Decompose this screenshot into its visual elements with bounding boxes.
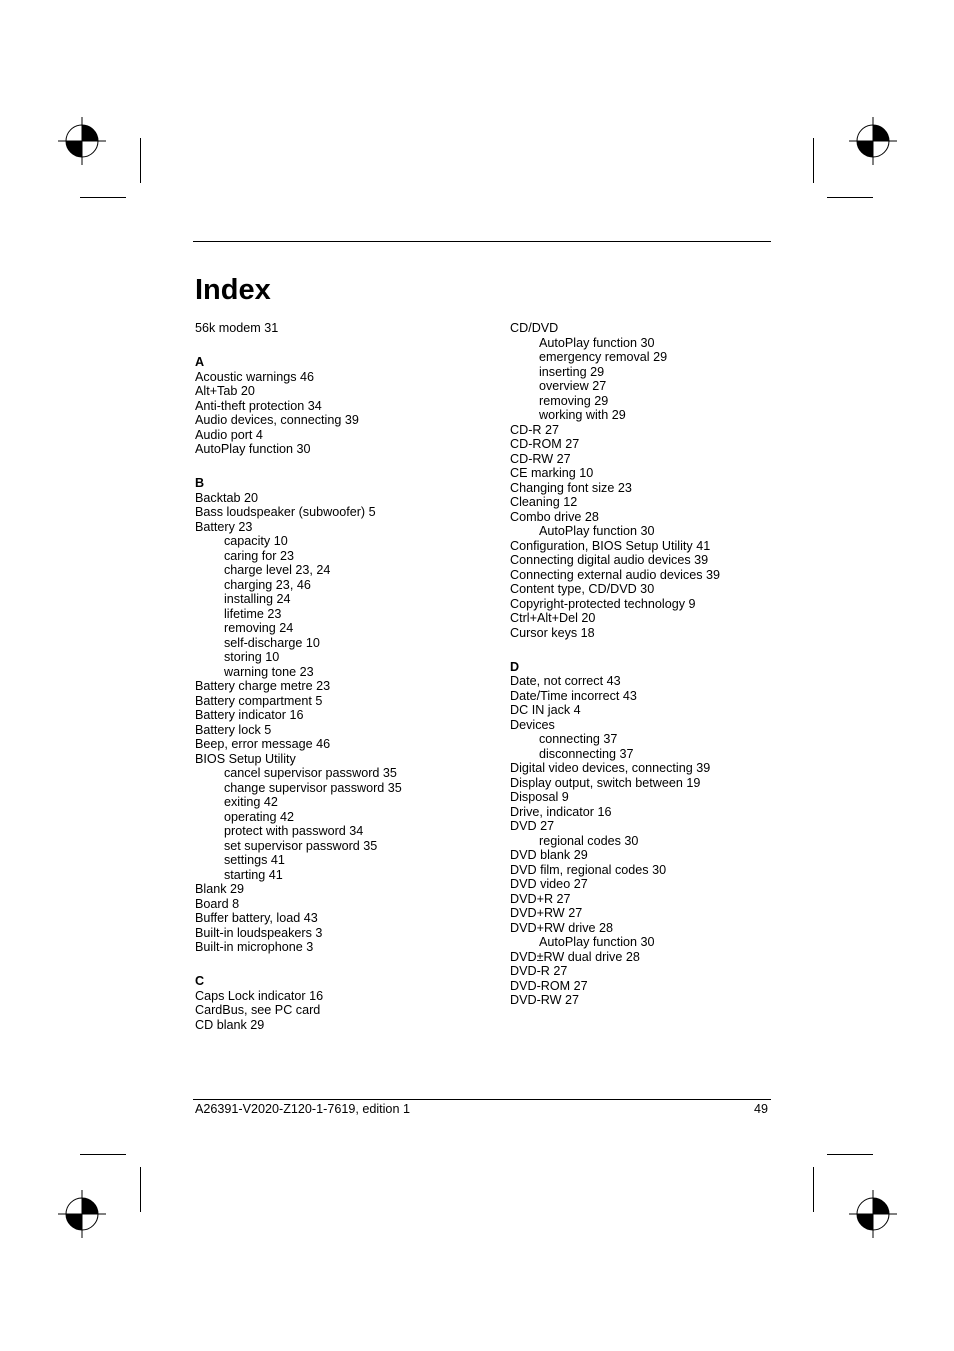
index-subentry: AutoPlay function 30 [539, 335, 655, 350]
index-entry: Connecting digital audio devices 39 [510, 553, 709, 567]
index-entry: Battery lock 5 [195, 722, 272, 737]
index-letter-heading: C [195, 974, 205, 988]
index-entry: Combo drive 28 [510, 509, 599, 524]
index-entry: Battery charge metre 23 [195, 679, 331, 693]
index-entry: CE marking 10 [510, 466, 594, 480]
index-entry: DVD film, regional codes 30 [510, 862, 667, 877]
registration-mark-icon [58, 1190, 106, 1238]
index-subentry: disconnecting 37 [539, 746, 634, 761]
index-entry: Board 8 [195, 896, 240, 911]
index-subentry: lifetime 23 [224, 606, 282, 621]
index-subentry: storing 10 [224, 650, 280, 664]
index-entry: CD-ROM 27 [510, 437, 580, 451]
index-subentry: warning tone 23 [224, 664, 314, 679]
index-entry: Copyright-protected technology 9 [510, 596, 696, 611]
index-subentry: regional codes 30 [539, 833, 639, 848]
index-entry: Digital video devices, connecting 39 [510, 761, 711, 775]
index-subentry: inserting 29 [539, 364, 605, 379]
crop-mark-line [80, 197, 126, 198]
index-subentry: exiting 42 [224, 795, 278, 809]
index-entry: Content type, CD/DVD 30 [510, 582, 655, 596]
index-entry: DVD±RW dual drive 28 [510, 949, 640, 964]
index-column-left [195, 321, 495, 1032]
index-subentry: starting 41 [224, 867, 283, 882]
index-entry: Caps Lock indicator 16 [195, 988, 324, 1003]
index-letter-heading: D [510, 659, 520, 674]
index-subentry: working with 29 [539, 408, 626, 422]
index-subentry: connecting 37 [539, 732, 618, 746]
index-entry: DVD-ROM 27 [510, 978, 588, 993]
index-entry: Audio devices, connecting 39 [195, 413, 359, 427]
index-letter-heading: A [195, 355, 205, 369]
footer-doc-id: A26391-V2020-Z120-1-7619, edition 1 [195, 1102, 410, 1116]
index-subentry: caring for 23 [224, 548, 295, 563]
index-entry: Backtab 20 [195, 490, 259, 505]
index-subentry: protect with password 34 [224, 824, 364, 838]
index-entry: Changing font size 23 [510, 480, 632, 495]
index-subentry: cancel supervisor password 35 [224, 766, 397, 780]
index-column-right [510, 321, 770, 1008]
index-entry: DVD video 27 [510, 877, 588, 891]
index-subentry: removing 29 [539, 393, 609, 408]
index-subentry: set supervisor password 35 [224, 838, 378, 853]
index-entry: Buffer battery, load 43 [195, 911, 318, 925]
index-entry: Drive, indicator 16 [510, 804, 612, 819]
crop-mark-line [813, 1167, 814, 1212]
index-entry: Battery indicator 16 [195, 708, 304, 722]
index-entry: Disposal 9 [510, 790, 569, 804]
header-rule [193, 241, 771, 242]
index-subentry: AutoPlay function 30 [539, 524, 655, 538]
index-entry: DVD-RW 27 [510, 993, 580, 1007]
index-subentry: operating 42 [224, 809, 295, 824]
index-entry: AutoPlay function 30 [195, 442, 311, 456]
index-entry: Built-in loudspeakers 3 [195, 925, 323, 940]
index-entry: Blank 29 [195, 882, 245, 896]
index-entry: CD blank 29 [195, 1017, 265, 1032]
index-entry: Cursor keys 18 [510, 625, 595, 640]
index-subentry: removing 24 [224, 621, 294, 635]
index-entry: CD/DVD [510, 321, 559, 335]
index-entry: DVD+RW 27 [510, 906, 583, 920]
index-entry: Display output, switch between 19 [510, 775, 701, 790]
index-entry: Date/Time incorrect 43 [510, 688, 637, 703]
index-entry: Battery 23 [195, 519, 253, 534]
index-entry: Built-in microphone 3 [195, 940, 314, 954]
crop-mark-line [140, 1167, 141, 1212]
index-subentry: change supervisor password 35 [224, 780, 402, 795]
footer-page-number: 49 [753, 1102, 768, 1116]
index-subentry: emergency removal 29 [539, 350, 668, 364]
index-entry: Anti-theft protection 34 [195, 398, 322, 413]
index-entry: DVD-R 27 [510, 964, 568, 978]
index-subentry: self-discharge 10 [224, 635, 320, 650]
index-entry: Ctrl+Alt+Del 20 [510, 611, 596, 625]
index-entry: DVD 27 [510, 819, 555, 833]
index-entry: DC IN jack 4 [510, 703, 581, 717]
index-subentry: capacity 10 [224, 534, 288, 548]
index-entry: Connecting external audio devices 39 [510, 567, 721, 582]
index-entry: BIOS Setup Utility [195, 751, 296, 766]
crop-mark-line [80, 1154, 126, 1155]
index-subentry: charging 23, 46 [224, 577, 311, 592]
index-entry: DVD blank 29 [510, 848, 588, 862]
index-entry: Configuration, BIOS Setup Utility 41 [510, 538, 711, 553]
index-entry: Battery compartment 5 [195, 693, 323, 708]
crop-mark-line [827, 197, 873, 198]
index-subentry: charge level 23, 24 [224, 563, 331, 577]
index-entry: Beep, error message 46 [195, 737, 331, 751]
index-entry: DVD+R 27 [510, 891, 571, 906]
crop-mark-line [813, 138, 814, 183]
registration-mark-icon [849, 117, 897, 165]
index-entry: Devices [510, 717, 555, 732]
index-subentry: installing 24 [224, 592, 291, 606]
index-entry: CardBus, see PC card [195, 1003, 321, 1017]
index-entry: Alt+Tab 20 [195, 384, 255, 398]
index-entry: Cleaning 12 [510, 495, 578, 509]
index-entry: 56k modem 31 [195, 321, 279, 335]
index-subentry: overview 27 [539, 379, 607, 393]
index-entry: Acoustic warnings 46 [195, 369, 315, 384]
index-entry: DVD+RW drive 28 [510, 920, 614, 935]
index-entry: Audio port 4 [195, 427, 263, 442]
index-subentry: AutoPlay function 30 [539, 935, 655, 949]
crop-mark-line [140, 138, 141, 183]
index-subentry: settings 41 [224, 853, 285, 867]
registration-mark-icon [849, 1190, 897, 1238]
index-entry: CD-R 27 [510, 422, 559, 437]
footer-rule [193, 1099, 771, 1100]
index-letter-heading: B [195, 476, 205, 490]
registration-mark-icon [58, 117, 106, 165]
index-entry: CD-RW 27 [510, 451, 571, 466]
index-entry: Bass loudspeaker (subwoofer) 5 [195, 505, 376, 519]
page-title: Index [195, 274, 271, 306]
crop-mark-line [827, 1154, 873, 1155]
index-entry: Date, not correct 43 [510, 674, 621, 688]
